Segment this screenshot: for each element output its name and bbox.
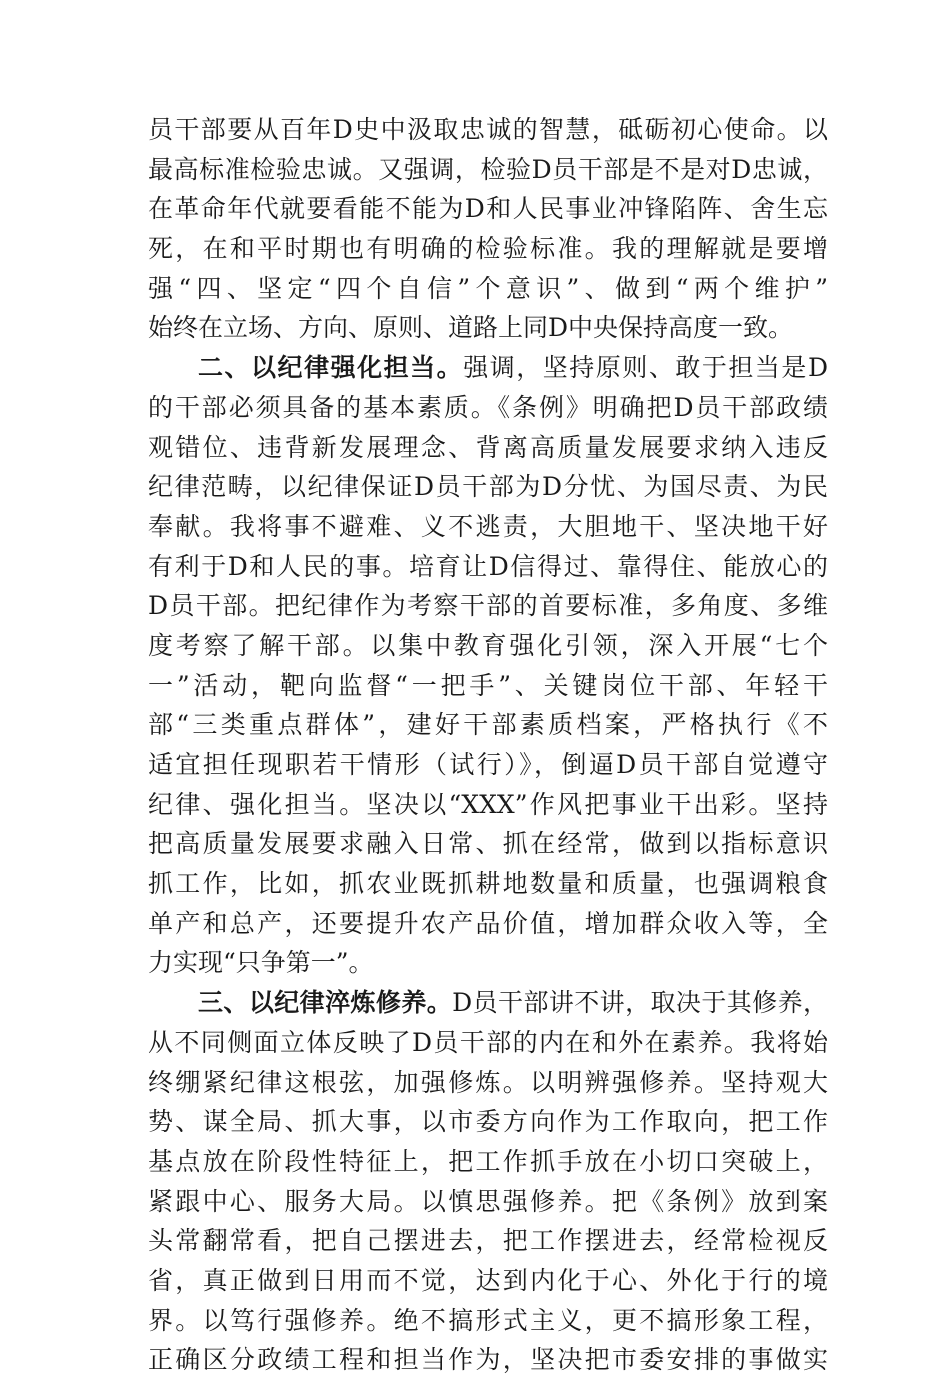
text-line: 强“四、坚定“四个自信”个意识”、做到“两个维护”	[148, 273, 828, 303]
text-line: 单产和总产，还要提升农产品价值，增加群众收入等，全	[148, 908, 828, 938]
text-line: 在革命年代就要看能不能为D和人民事业冲锋陷阵、舍生忘	[148, 194, 828, 224]
text-line: 始终在立场、方向、原则、道路上同D中央保持高度一致。	[148, 313, 794, 343]
text-line: 省，真正做到日用而不觉，达到内化于心、外化于行的境	[148, 1265, 828, 1295]
heading-line-rest: D员干部讲不讲，取决于其修养，	[452, 988, 828, 1018]
text-line: 奉献。我将事不避难、义不逃责，大胆地干、坚决地干好	[148, 511, 828, 541]
section-heading-3: 三、以纪律淬炼修养。	[198, 988, 453, 1018]
text-line: 部“三类重点群体”，建好干部素质档案，严格执行《不	[148, 710, 828, 740]
text-line: 头常翻常看，把自己摆进去，把工作摆进去，经常检视反	[148, 1226, 828, 1256]
text-line: 度考察了解干部。以集中教育强化引领，深入开展“七个	[148, 630, 828, 660]
text-line: 纪律、强化担当。坚决以“XXX”作风把事业干出彩。坚持	[148, 789, 828, 819]
heading-line-rest: 强调，坚持原则、敢于担当是D	[463, 353, 828, 383]
section-heading-2: 二、以纪律强化担当。	[198, 353, 464, 383]
text-line: 最高标准检验忠诚。又强调，检验D员干部是不是对D忠诚，	[148, 154, 828, 184]
text-line	[148, 983, 828, 1023]
paragraph-loyalty	[148, 110, 828, 348]
text-line	[148, 348, 828, 388]
text-line: 适宜担任现职若干情形（试行）》，倒逼D员干部自觉遵守	[148, 750, 828, 779]
paragraph-responsibility	[148, 348, 828, 983]
text-line: 员干部要从百年D史中汲取忠诚的智慧，砥砺初心使命。以	[148, 115, 828, 144]
text-line: 基点放在阶段性特征上，把工作抓手放在小切口突破上，	[148, 1146, 828, 1176]
text-line: 纪律范畴，以纪律保证D员干部为D分忧、为国尽责、为民	[148, 472, 828, 502]
text-line: 有利于D和人民的事。培育让D信得过、靠得住、能放心的	[148, 551, 828, 581]
text-line: 的干部必须具备的基本素质。《条例》明确把D员干部政绩	[148, 392, 828, 422]
text-line: 力实现“只争第一”。	[148, 948, 374, 978]
text-line: 一”活动，靶向监督“一把手”、关键岗位干部、年轻干	[148, 670, 828, 700]
text-line: D员干部。把纪律作为考察干部的首要标准，多角度、多维	[148, 591, 828, 621]
body-text	[148, 110, 828, 1380]
text-line: 从不同侧面立体反映了D员干部的内在和外在素养。我将始	[148, 1027, 828, 1057]
text-line: 势、谋全局、抓大事，以市委方向作为工作取向，把工作	[148, 1107, 828, 1137]
text-line: 死，在和平时期也有明确的检验标准。我的理解就是要增	[148, 234, 828, 264]
text-line: 界。以笃行强修养。绝不搞形式主义，更不搞形象工程，	[148, 1305, 828, 1335]
text-line: 抓工作，比如，抓农业既抓耕地数量和质量，也强调粮食	[148, 869, 828, 899]
text-line: 终绷紧纪律这根弦，加强修炼。以明辨强修养。坚持观大	[148, 1067, 828, 1097]
paragraph-cultivation	[148, 983, 828, 1380]
text-line: 观错位、违背新发展理念、背离高质量发展要求纳入违反	[148, 432, 828, 462]
text-line: 把高质量发展要求融入日常、抓在经常，做到以指标意识	[148, 829, 828, 859]
text-line: 正确区分政绩工程和担当作为，坚决把市委安排的事做实	[148, 1345, 828, 1375]
text-line: 紧跟中心、服务大局。以慎思强修养。把《条例》放到案	[148, 1186, 828, 1216]
